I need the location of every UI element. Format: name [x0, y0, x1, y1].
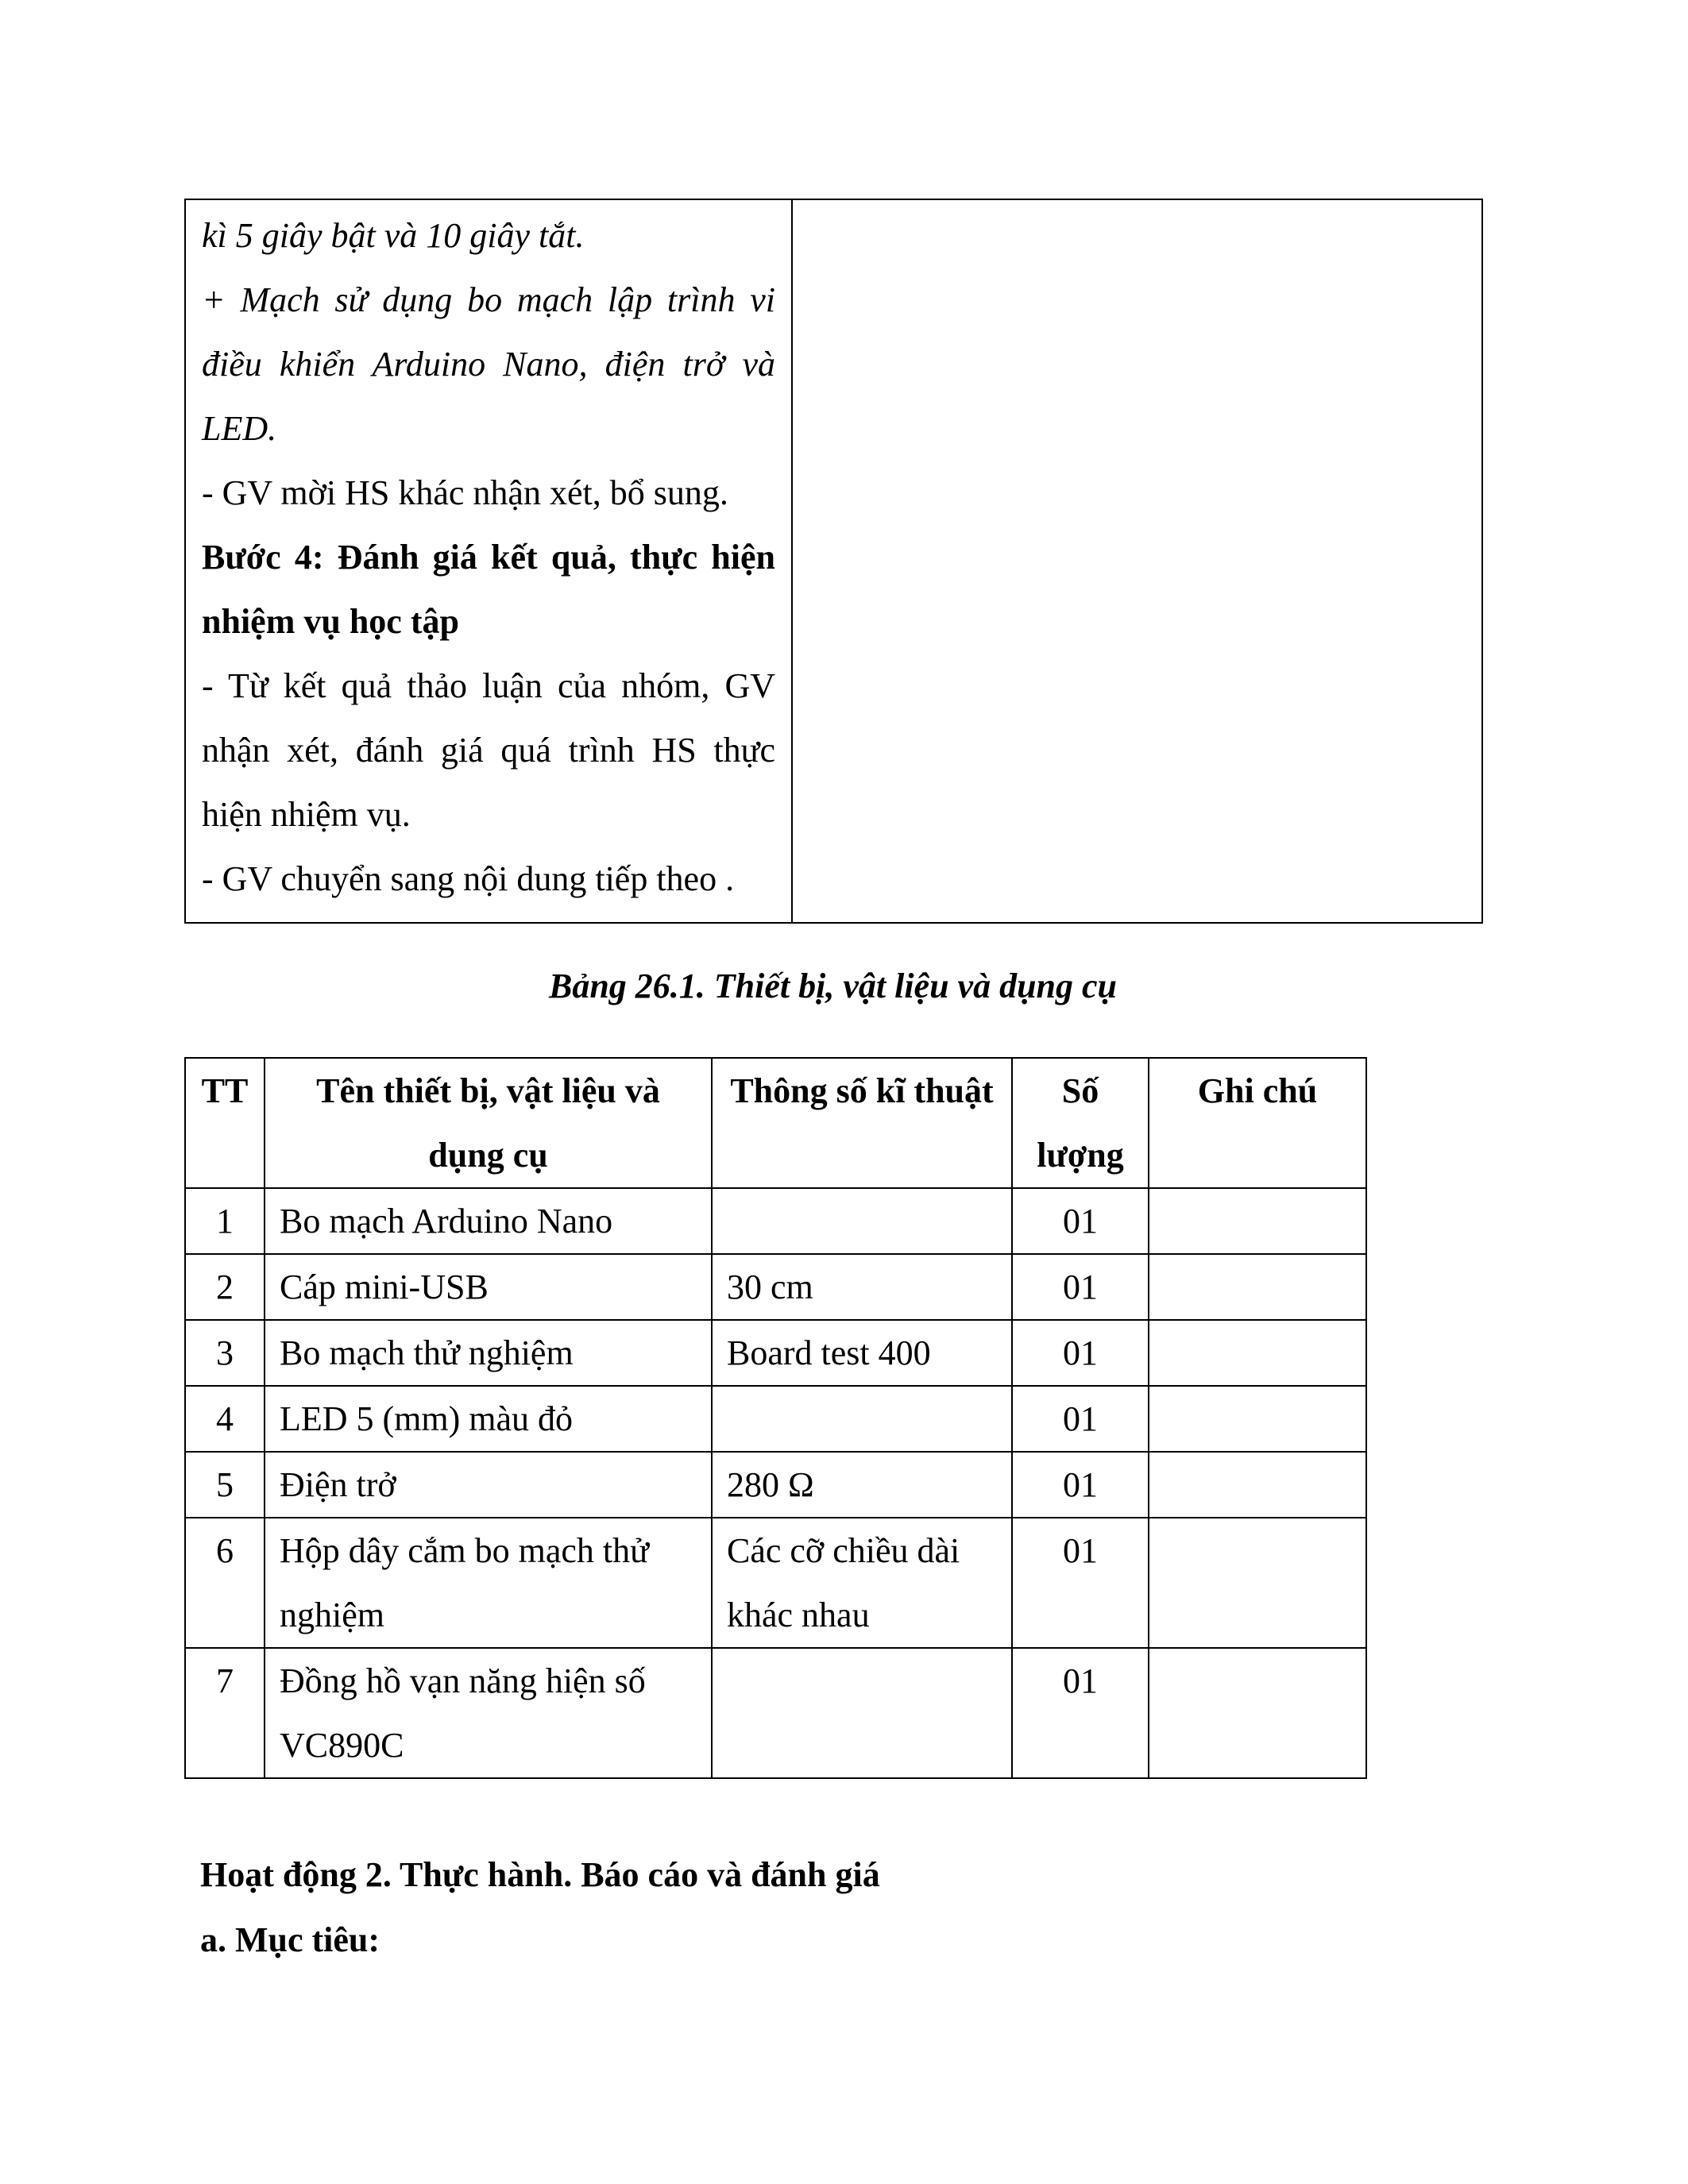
table-caption: Bảng 26.1. Thiết bị, vật liệu và dụng cụ	[548, 967, 1118, 1005]
cell-tt: 4	[185, 1386, 265, 1452]
cell-name: LED 5 (mm) màu đỏ	[265, 1386, 712, 1452]
header-name: Tên thiết bị, vật liệu và dụng cụ	[265, 1058, 712, 1188]
cell-name: Hộp dây cắm bo mạch thử nghiệm	[265, 1518, 712, 1648]
cell-name: Cáp mini-USB	[265, 1254, 712, 1320]
cell-note	[1149, 1188, 1366, 1254]
cell-spec	[712, 1648, 1012, 1778]
cell-tt: 7	[185, 1648, 265, 1778]
table-header-row	[185, 1058, 1366, 1188]
cell-spec: 280 Ω	[712, 1452, 1012, 1518]
cell-name: Đồng hồ vạn năng hiện số VC890C	[265, 1648, 712, 1778]
cell-qty: 01	[1012, 1648, 1149, 1778]
cell-tt: 2	[185, 1254, 265, 1320]
cell-qty: 01	[1012, 1518, 1149, 1648]
activity-line: + Mạch sử dụng bo mạch lập trình vi điều khiển Arduino Nano, điện trở và LED.	[202, 280, 775, 448]
cell-qty: 01	[1012, 1188, 1149, 1254]
cell-name: Điện trở	[265, 1452, 712, 1518]
table-row	[185, 1254, 1366, 1320]
activity-line: kì 5 giây bật và 10 giây tắt.	[202, 216, 585, 255]
cell-spec: Các cỡ chiều dài khác nhau	[712, 1518, 1012, 1648]
header-qty: Số lượng	[1012, 1058, 1149, 1188]
objective-heading: a. Mục tiêu:	[200, 1920, 380, 1959]
cell-note	[1149, 1518, 1366, 1648]
table-row	[185, 1452, 1366, 1518]
header-note: Ghi chú	[1149, 1058, 1366, 1188]
table-row	[185, 1188, 1366, 1254]
table-row	[185, 1648, 1366, 1778]
cell-tt: 6	[185, 1518, 265, 1648]
cell-qty: 01	[1012, 1254, 1149, 1320]
cell-name: Bo mạch Arduino Nano	[265, 1188, 712, 1254]
cell-spec: Board test 400	[712, 1320, 1012, 1386]
cell-tt: 5	[185, 1452, 265, 1518]
table-row	[185, 1386, 1366, 1452]
activity-table	[184, 199, 1483, 924]
cell-qty: 01	[1012, 1452, 1149, 1518]
cell-name: Bo mạch thử nghiệm	[265, 1320, 712, 1386]
cell-qty: 01	[1012, 1320, 1149, 1386]
cell-tt: 3	[185, 1320, 265, 1386]
header-tt: TT	[185, 1058, 265, 1188]
cell-note	[1149, 1452, 1366, 1518]
table-row	[185, 1320, 1366, 1386]
activity-teacher-column	[185, 199, 792, 923]
cell-spec: 30 cm	[712, 1254, 1012, 1320]
cell-spec	[712, 1386, 1012, 1452]
activity-student-column	[792, 199, 1482, 923]
cell-note	[1149, 1320, 1366, 1386]
cell-tt: 1	[185, 1188, 265, 1254]
table-row	[185, 1518, 1366, 1648]
cell-note	[1149, 1386, 1366, 1452]
cell-spec	[712, 1188, 1012, 1254]
equipment-table	[184, 1057, 1367, 1779]
activity-line: - GV chuyển sang nội dung tiếp theo .	[202, 859, 735, 898]
activity-line: - Từ kết quả thảo luận của nhóm, GV nhận xét, đánh giá quá trình HS thực hiện nhiệm vụ.	[202, 666, 775, 834]
step-4-heading: Bước 4: Đánh giá kết quả, thực hiện nhiệm vụ học tập	[202, 538, 775, 641]
cell-qty: 01	[1012, 1386, 1149, 1452]
activity-line: - GV mời HS khác nhận xét, bổ sung.	[202, 473, 728, 512]
header-spec: Thông số kĩ thuật	[712, 1058, 1012, 1188]
activity-2-heading: Hoạt động 2. Thực hành. Báo cáo và đánh giá	[200, 1855, 880, 1894]
cell-note	[1149, 1648, 1366, 1778]
cell-note	[1149, 1254, 1366, 1320]
